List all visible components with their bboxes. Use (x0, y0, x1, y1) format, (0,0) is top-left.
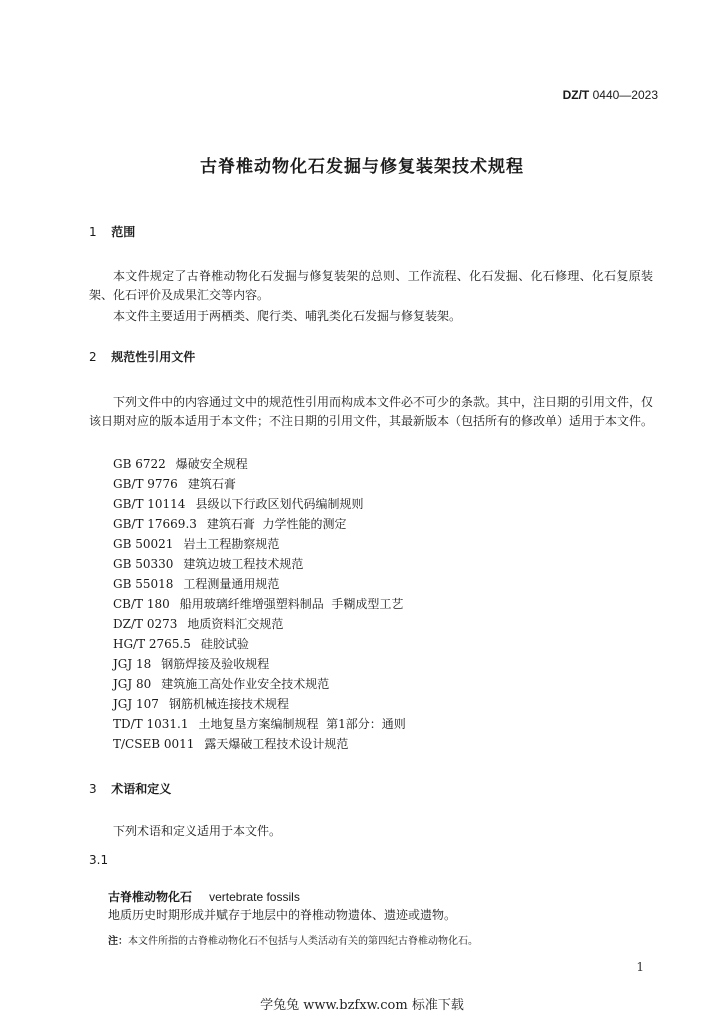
term-english: vertebrate fossils (209, 890, 300, 904)
reference-item (113, 455, 248, 472)
section-1-heading (89, 223, 135, 240)
reference-code: GB/T 9776 (113, 477, 178, 491)
reference-code: JGJ 107 (113, 697, 159, 711)
reference-item (113, 555, 303, 572)
reference-title: 工程测量通用规范 (183, 577, 280, 591)
term-note (108, 932, 478, 947)
reference-code: GB/T 10114 (113, 497, 186, 511)
reference-code: JGJ 18 (113, 657, 152, 671)
section-3-title: 术语和定义 (111, 782, 172, 796)
reference-item (113, 735, 348, 752)
term-definition: 地质历史时期形成并赋存于地层中的脊椎动物遗体、遗迹或遗物。 (108, 908, 457, 922)
section-3-number: 3 (89, 782, 97, 796)
term-number: 3.1 (89, 853, 109, 867)
scope-paragraph-1: 本文件规定了古脊椎动物化石发掘与修复装架的总则、工作流程、化石发掘、化石修理、化石复原装架、化石评价及成果汇交等内容。 (89, 269, 653, 302)
note-label: 注： (108, 936, 128, 947)
reference-title: 地质资料汇交规范 (187, 617, 284, 631)
term-entry (108, 886, 300, 905)
reference-title: 岩土工程勘察规范 (183, 537, 280, 551)
reference-code: GB/T 17669.3 (113, 517, 197, 531)
reference-title: 钢筋机械连接技术规程 (168, 697, 289, 711)
section-1-number: 1 (89, 225, 97, 239)
section-2-title: 规范性引用文件 (111, 350, 196, 364)
reference-title: 土地复垦方案编制规程 第1部分：通则 (198, 717, 406, 731)
reference-code: CB/T 180 (113, 597, 170, 611)
reference-code: JGJ 80 (113, 677, 152, 691)
reference-item (113, 595, 403, 612)
reference-title: 船用玻璃纤维增强塑料制品 手糊成型工艺 (179, 597, 404, 611)
reference-title: 钢筋焊接及验收规程 (161, 657, 270, 671)
reference-code: HG/T 2765.5 (113, 637, 191, 651)
reference-item (113, 695, 289, 712)
footer-watermark: 学兔兔 www.bzfxw.com 标准下载 (260, 998, 464, 1013)
reference-code: T/CSEB 0011 (113, 737, 195, 751)
normative-intro: 下列文件中的内容通过文中的规范性引用而构成本文件必不可少的条款。其中，注日期的引用文件，仅该日期对应的版本适用于本文件；不注日期的引用文件，其最新版本（包括所有的修改单）适用于本文件。 (89, 395, 654, 428)
reference-item (113, 655, 269, 672)
section-1-title: 范围 (111, 225, 136, 239)
reference-title: 建筑施工高处作业安全技术规范 (161, 677, 330, 691)
reference-item (113, 715, 406, 732)
reference-item (113, 635, 249, 652)
reference-item (113, 515, 347, 532)
reference-item (113, 475, 236, 492)
page-number: 1 (636, 960, 644, 974)
reference-title: 县级以下行政区划代码编制规则 (195, 497, 364, 511)
reference-item (113, 575, 279, 592)
reference-code: GB 50021 (113, 537, 174, 551)
reference-title: 建筑边坡工程技术规范 (183, 557, 304, 571)
reference-code: GB 6722 (113, 457, 166, 471)
document-code-number: 0440—2023 (592, 88, 658, 102)
reference-item (113, 615, 283, 632)
section-2-number: 2 (89, 350, 97, 364)
reference-title: 建筑石膏 (187, 477, 236, 491)
scope-paragraph-2: 本文件主要适用于两栖类、爬行类、哺乳类化石发掘与修复装架。 (113, 309, 462, 323)
terms-intro: 下列术语和定义适用于本文件。 (113, 824, 282, 838)
document-code (563, 88, 658, 102)
document-code-prefix: DZ/T (562, 88, 590, 102)
reference-item (113, 495, 363, 512)
reference-code: TD/T 1031.1 (113, 717, 189, 731)
section-2-heading (89, 348, 195, 365)
note-text: 本文件所指的古脊椎动物化石不包括与人类活动有关的第四纪古脊椎动物化石。 (128, 936, 478, 947)
reference-item (113, 535, 279, 552)
reference-code: GB 50330 (113, 557, 174, 571)
reference-code: DZ/T 0273 (113, 617, 178, 631)
term-chinese: 古脊椎动物化石 (108, 890, 193, 904)
section-3-heading (89, 780, 171, 797)
reference-code: GB 55018 (113, 577, 174, 591)
reference-item (113, 675, 329, 692)
page-title: 古脊椎动物化石发掘与修复装架技术规程 (200, 157, 524, 177)
reference-title: 露天爆破工程技术设计规范 (204, 737, 349, 751)
reference-title: 硅胶试验 (200, 637, 249, 651)
reference-title: 爆破安全规程 (175, 457, 248, 471)
reference-title: 建筑石膏 力学性能的测定 (206, 517, 347, 531)
